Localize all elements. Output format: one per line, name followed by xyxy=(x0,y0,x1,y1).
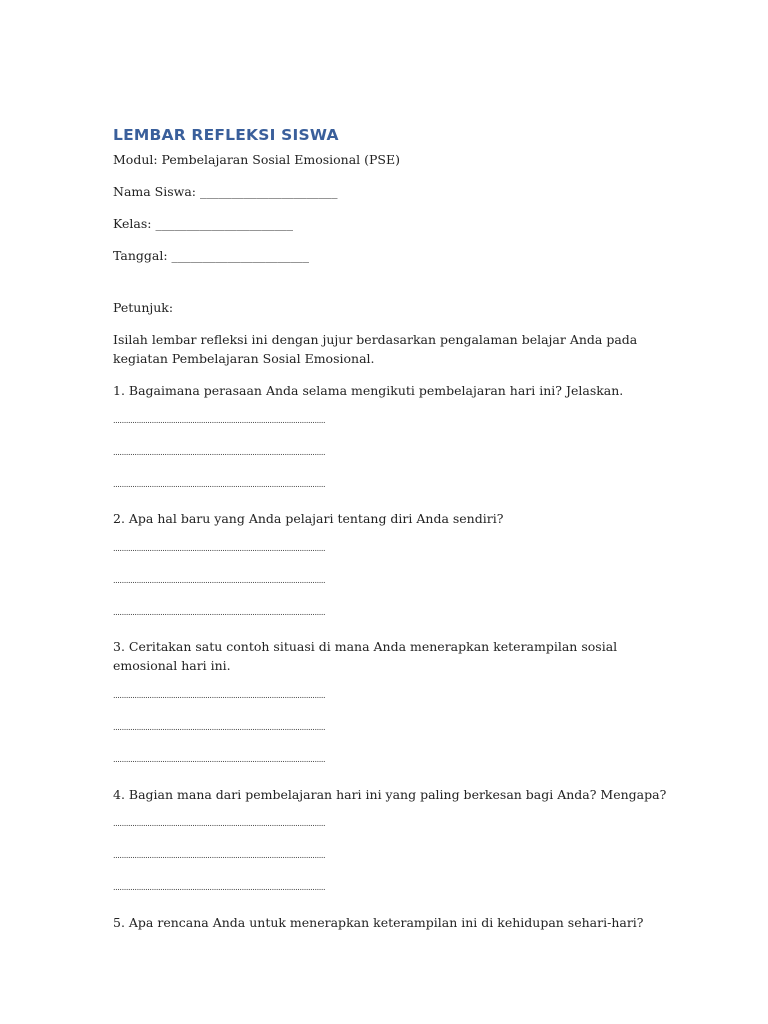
instructions-heading: Petunjuk: xyxy=(113,300,174,315)
answer-line-3c: ................................................................................................... xyxy=(113,755,326,764)
question-4: 4. Bagian mana dari pembelajaran hari ini yang paling berkesan bagi Anda? Mengapa? xyxy=(113,787,667,802)
name-field xyxy=(113,182,338,201)
answer-line-3b: ................................................................................................... xyxy=(113,723,326,732)
answer-line-2c: ................................................................................................... xyxy=(113,608,326,617)
answer-line-1a: ................................................................................................... xyxy=(113,416,326,425)
answer-line-3a: ................................................................................................... xyxy=(113,691,326,700)
question-2: 2. Apa hal baru yang Anda pelajari tentang diri Anda sendiri? xyxy=(113,511,504,526)
class-blank: ______________________ xyxy=(155,216,293,231)
document-page xyxy=(113,124,673,930)
date-blank: ______________________ xyxy=(171,248,310,263)
question-1: 1. Bagaimana perasaan Anda selama mengikuti pembelajaran hari ini? Jelaskan. xyxy=(113,383,624,398)
class-label: Kelas: xyxy=(113,216,152,231)
answer-line-2a: ................................................................................................... xyxy=(113,544,326,553)
answer-line-2b: ................................................................................................... xyxy=(113,576,326,585)
answer-line-4b: ................................................................................................... xyxy=(113,851,326,860)
name-blank: ______________________ xyxy=(200,184,338,199)
answer-line-1b: ................................................................................................... xyxy=(113,448,326,457)
question-5: 5. Apa rencana Anda untuk menerapkan keterampilan ini di kehidupan sehari-hari? xyxy=(113,915,644,930)
name-label: Nama Siswa: xyxy=(113,184,197,199)
answer-line-4a: ................................................................................................... xyxy=(113,819,326,828)
module-line: Modul: Pembelajaran Sosial Emosional (PSE) xyxy=(113,152,400,167)
answer-line-4c: ................................................................................................... xyxy=(113,883,326,892)
class-field xyxy=(113,214,293,233)
date-label: Tanggal: xyxy=(113,248,168,263)
document-title: LEMBAR REFLEKSI SISWA xyxy=(113,126,339,144)
date-field xyxy=(113,246,309,265)
answer-line-1c: ................................................................................................... xyxy=(113,480,326,489)
instructions-text: Isilah lembar refleksi ini dengan jujur berdasarkan pengalaman belajar Anda pada kegiatan Pembelajaran Sosial Emosional. xyxy=(113,332,638,366)
question-3: 3. Ceritakan satu contoh situasi di mana Anda menerapkan keterampilan sosial emosional hari ini. xyxy=(113,639,618,673)
